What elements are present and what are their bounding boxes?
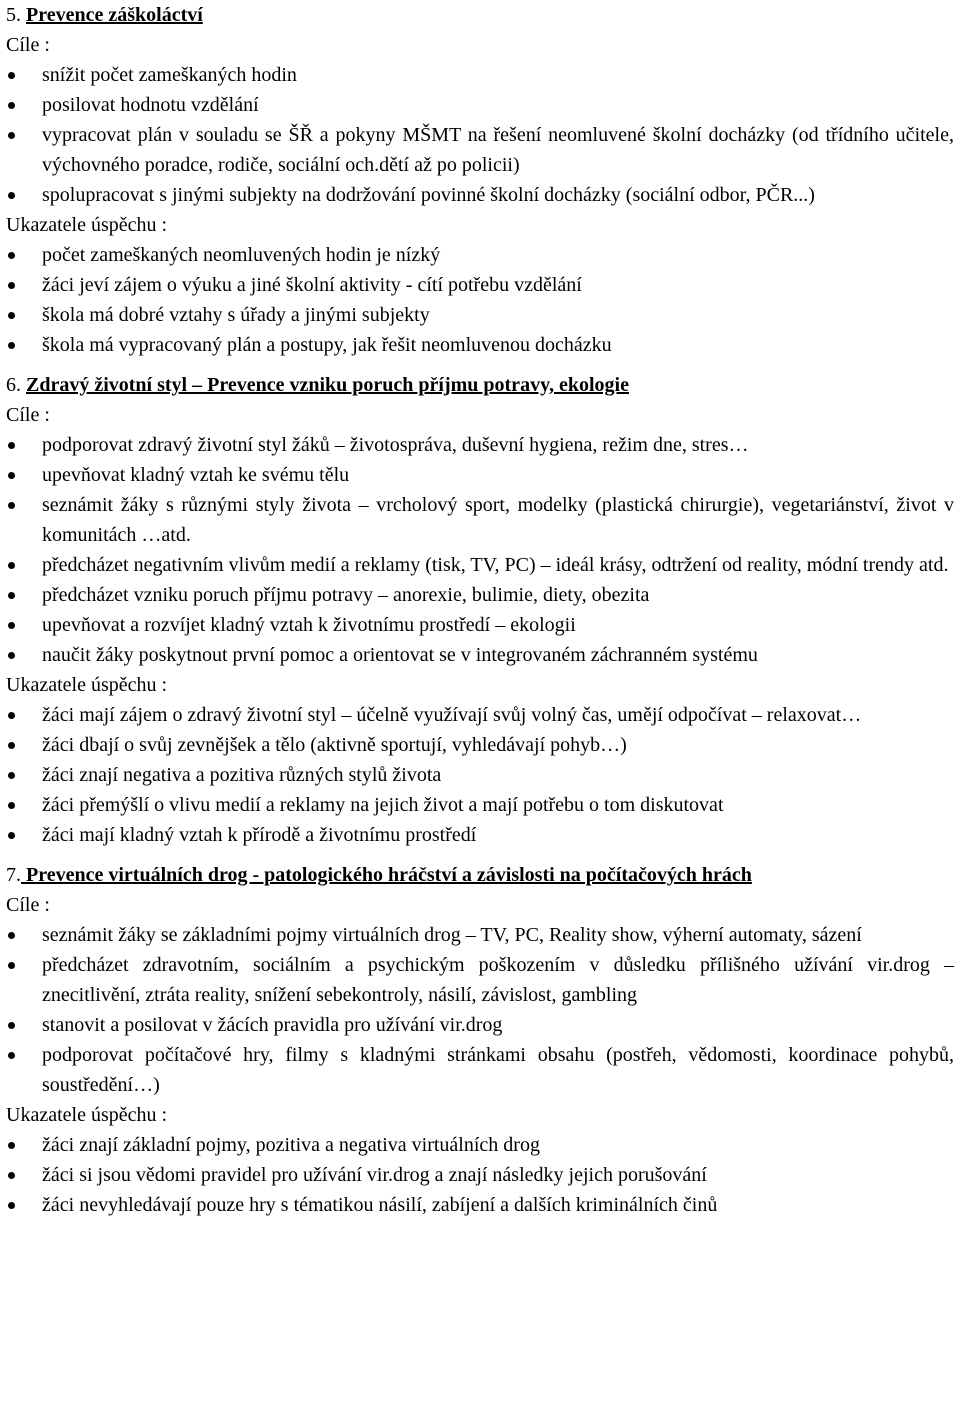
list-item: podporovat zdravý životní styl žáků – životospráva, duševní hygiena, režim dne, stres…	[6, 430, 954, 460]
section-7	[6, 860, 954, 1220]
list-item: spolupracovat s jinými subjekty na dodržování povinné školní docházky (sociální odbor, PČR...)	[6, 180, 954, 210]
list-item: žáci znají základní pojmy, pozitiva a negativa virtuálních drog	[6, 1130, 954, 1160]
indicators-label: Ukazatele úspěchu :	[6, 1104, 168, 1126]
indicators-list	[6, 240, 954, 360]
section-title: Prevence záškoláctví	[26, 4, 203, 26]
goals-list	[6, 920, 954, 1100]
goals-list	[6, 430, 954, 670]
section-title: Prevence virtuálních drog - patologického hráčství a závislosti na počítačových hrách	[21, 864, 752, 886]
list-item: škola má dobré vztahy s úřady a jinými subjekty	[6, 300, 954, 330]
list-item: naučit žáky poskytnout první pomoc a orientovat se v integrovaném záchranném systému	[6, 640, 954, 670]
section-heading	[6, 0, 954, 30]
list-item: žáci dbají o svůj zevnějšek a tělo (aktivně sportují, vyhledávají pohyb…)	[6, 730, 954, 760]
section-heading	[6, 860, 954, 890]
list-item: seznámit žáky s různými styly života – vrcholový sport, modelky (plastická chirurgie), vegetariánství, život v komunitách …atd.	[6, 490, 954, 550]
list-item: posilovat hodnotu vzdělání	[6, 90, 954, 120]
list-item: předcházet vzniku poruch příjmu potravy – anorexie, bulimie, diety, obezita	[6, 580, 954, 610]
section-number: 6.	[6, 374, 21, 396]
list-item: seznámit žáky se základními pojmy virtuálních drog – TV, PC, Reality show, výherní automaty, sázení	[6, 920, 954, 950]
indicators-list	[6, 700, 954, 850]
list-item: stanovit a posilovat v žácích pravidla pro užívání vir.drog	[6, 1010, 954, 1040]
list-item: žáci mají kladný vztah k přírodě a životnímu prostředí	[6, 820, 954, 850]
list-item: žáci nevyhledávají pouze hry s tématikou násilí, zabíjení a dalších kriminálních činů	[6, 1190, 954, 1220]
goals-list	[6, 60, 954, 210]
section-heading	[6, 370, 954, 400]
section-number: 7.	[6, 864, 21, 886]
list-item: žáci mají zájem o zdravý životní styl – účelně využívají svůj volný čas, umějí odpočívat – relaxovat…	[6, 700, 954, 730]
goals-label: Cíle :	[6, 34, 50, 56]
list-item: počet zameškaných neomluvených hodin je nízký	[6, 240, 954, 270]
document	[6, 0, 954, 1220]
list-item: podporovat počítačové hry, filmy s kladnými stránkami obsahu (postřeh, vědomosti, koordinace pohybů, soustředění…)	[6, 1040, 954, 1100]
list-item: škola má vypracovaný plán a postupy, jak řešit neomluvenou docházku	[6, 330, 954, 360]
section-6	[6, 370, 954, 850]
section-5	[6, 0, 954, 360]
list-item: žáci znají negativa a pozitiva různých stylů života	[6, 760, 954, 790]
section-number: 5.	[6, 4, 21, 26]
indicators-label: Ukazatele úspěchu :	[6, 214, 168, 236]
goals-label: Cíle :	[6, 404, 50, 426]
indicators-label: Ukazatele úspěchu :	[6, 674, 168, 696]
indicators-list	[6, 1130, 954, 1220]
list-item: vypracovat plán v souladu se ŠŘ a pokyny MŠMT na řešení neomluvené školní docházky (od třídního učitele, výchovného poradce, rodiče, sociální och.dětí až po policii)	[6, 120, 954, 180]
list-item: žáci přemýšlí o vlivu medií a reklamy na jejich život a mají potřebu o tom diskutovat	[6, 790, 954, 820]
list-item: žáci si jsou vědomi pravidel pro užívání vir.drog a znají následky jejich porušování	[6, 1160, 954, 1190]
list-item: žáci jeví zájem o výuku a jiné školní aktivity - cítí potřebu vzdělání	[6, 270, 954, 300]
goals-label: Cíle :	[6, 894, 50, 916]
list-item: předcházet negativním vlivům medií a reklamy (tisk, TV, PC) – ideál krásy, odtržení od reality, módní trendy atd.	[6, 550, 954, 580]
list-item: předcházet zdravotním, sociálním a psychickým poškozením v důsledku přílišného užívání vir.drog – znecitlivění, ztráta reality, snížení sebekontroly, násilí, závislost, gambling	[6, 950, 954, 1010]
list-item: upevňovat a rozvíjet kladný vztah k životnímu prostředí – ekologii	[6, 610, 954, 640]
section-title: Zdravý životní styl – Prevence vzniku poruch příjmu potravy, ekologie	[26, 374, 629, 396]
list-item: upevňovat kladný vztah ke svému tělu	[6, 460, 954, 490]
list-item: snížit počet zameškaných hodin	[6, 60, 954, 90]
